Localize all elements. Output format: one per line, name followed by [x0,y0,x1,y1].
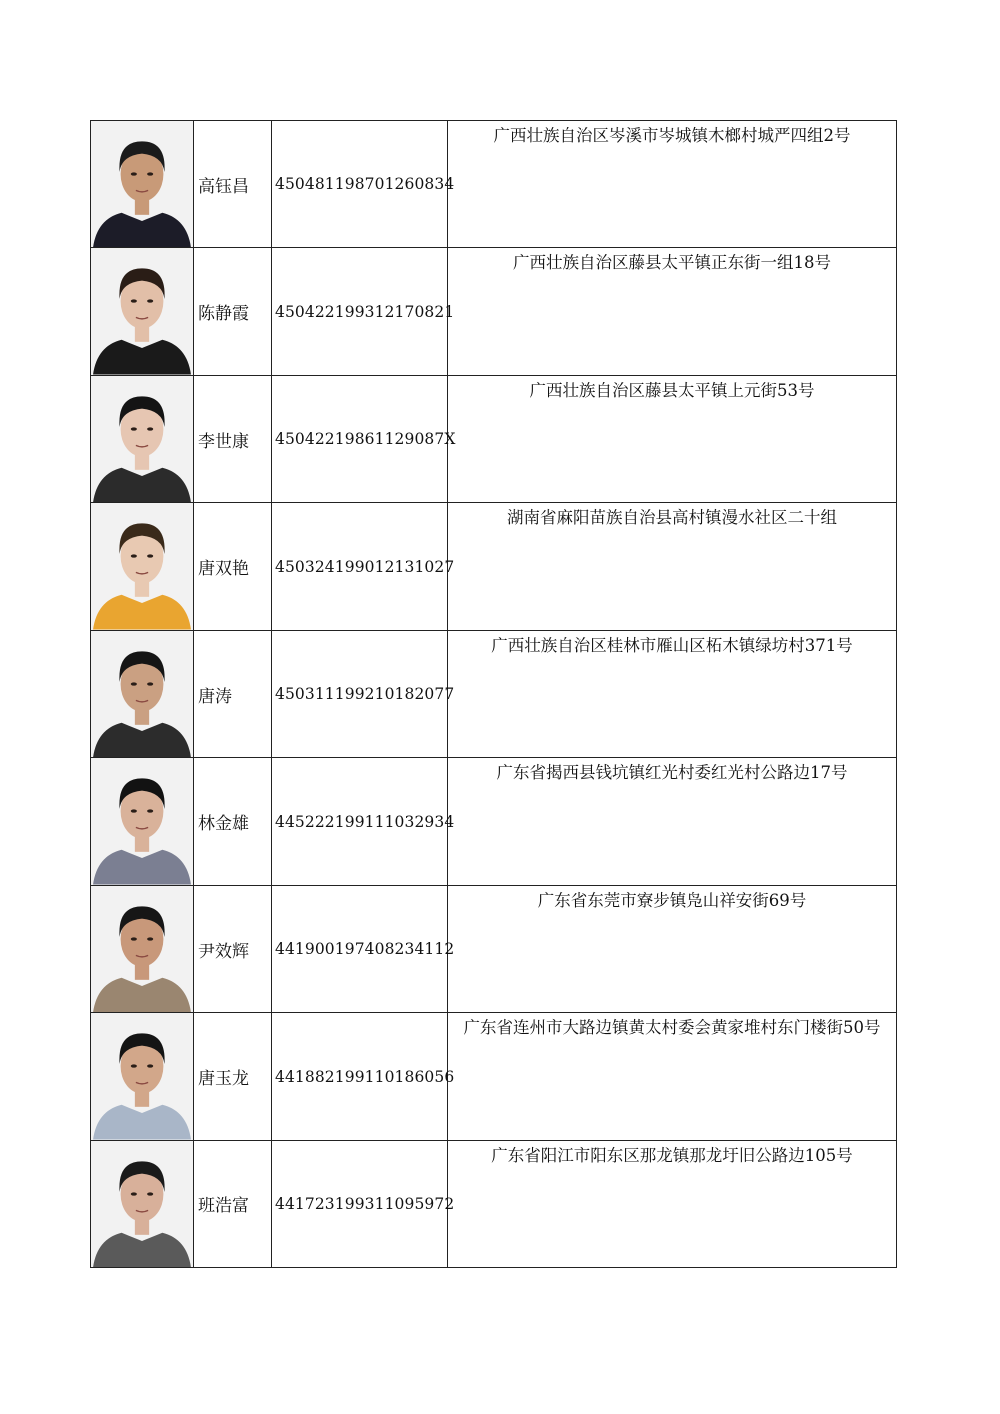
home-address: 广东省连州市大路边镇黄太村委会黄家堆村东门楼街50号 [448,1013,897,1140]
person-name: 唐玉龙 [194,1013,272,1140]
id-number: 445222199111032934 [272,758,448,885]
table-row [91,503,897,630]
portrait-photo [91,375,194,502]
person-name: 林金雄 [194,758,272,885]
person-portrait-icon [91,376,193,502]
portrait-photo [91,1013,194,1140]
person-name: 高钰昌 [194,121,272,248]
id-number: 441723199311095972 [272,1140,448,1267]
person-portrait-icon [91,503,193,629]
id-number: 450422199312170821 [272,248,448,375]
person-name: 李世康 [194,375,272,502]
roster-body [91,121,897,1268]
table-row [91,1140,897,1267]
home-address: 湖南省麻阳苗族自治县高村镇漫水社区二十组 [448,503,897,630]
home-address: 广西壮族自治区藤县太平镇正东街一组18号 [448,248,897,375]
person-portrait-icon [91,121,193,247]
id-number: 441900197408234112 [272,885,448,1012]
id-number: 450324199012131027 [272,503,448,630]
person-portrait-icon [91,248,193,374]
person-portrait-icon [91,886,193,1012]
home-address: 广东省揭西县钱坑镇红光村委红光村公路边17号 [448,758,897,885]
id-number: 45042219861129087X [272,375,448,502]
table-row [91,248,897,375]
person-portrait-icon [91,1013,193,1139]
person-name: 唐双艳 [194,503,272,630]
home-address: 广西壮族自治区藤县太平镇上元街53号 [448,375,897,502]
table-row [91,630,897,757]
person-name: 陈静霞 [194,248,272,375]
person-name: 唐涛 [194,630,272,757]
home-address: 广西壮族自治区桂林市雁山区柘木镇绿坊村371号 [448,630,897,757]
person-name: 尹效辉 [194,885,272,1012]
id-number: 450311199210182077 [272,630,448,757]
table-row [91,885,897,1012]
table-row [91,758,897,885]
home-address: 广西壮族自治区岑溪市岑城镇木榔村城严四组2号 [448,121,897,248]
home-address: 广东省东莞市寮步镇凫山祥安街69号 [448,885,897,1012]
portrait-photo [91,630,194,757]
person-portrait-icon [91,631,193,757]
portrait-photo [91,885,194,1012]
table-row [91,121,897,248]
portrait-photo [91,248,194,375]
id-number: 450481198701260834 [272,121,448,248]
roster-table [90,120,897,1268]
person-name: 班浩富 [194,1140,272,1267]
table-row [91,375,897,502]
portrait-photo [91,758,194,885]
home-address: 广东省阳江市阳东区那龙镇那龙圩旧公路边105号 [448,1140,897,1267]
id-number: 441882199110186056 [272,1013,448,1140]
portrait-photo [91,503,194,630]
table-row [91,1013,897,1140]
portrait-photo [91,121,194,248]
portrait-photo [91,1140,194,1267]
person-portrait-icon [91,1141,193,1267]
person-portrait-icon [91,758,193,884]
